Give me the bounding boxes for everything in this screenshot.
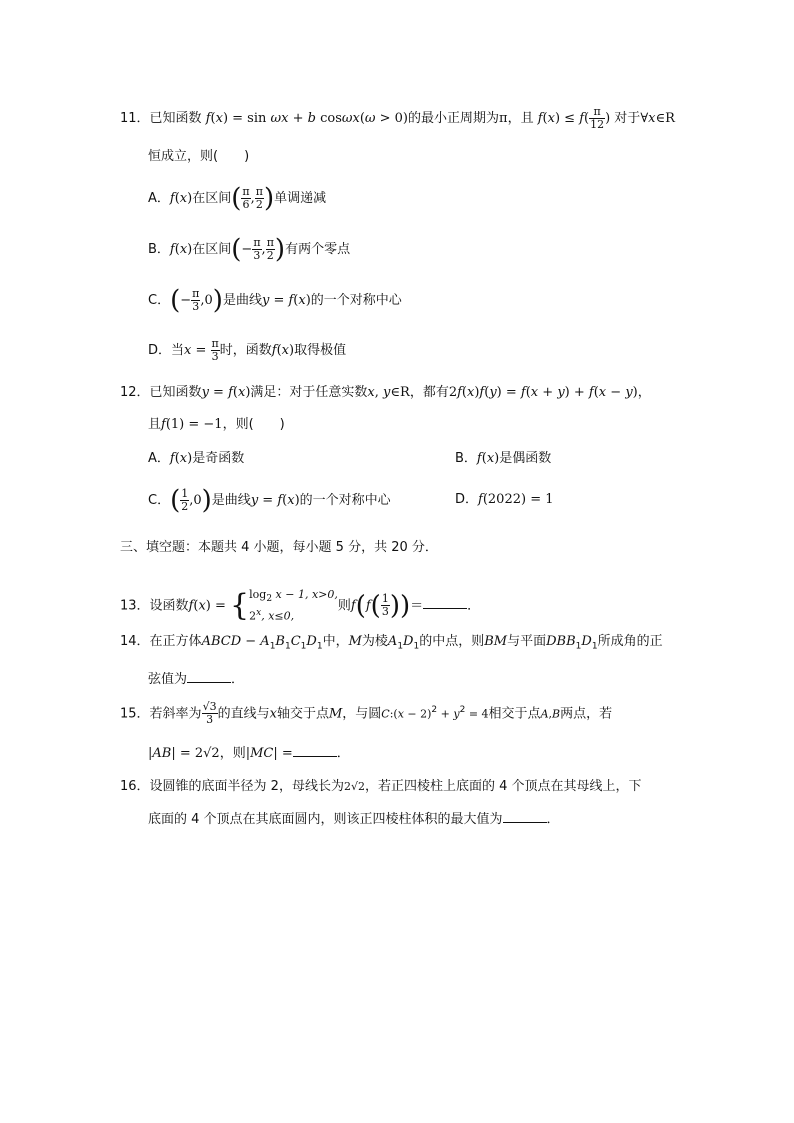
q16-answer-blank[interactable] <box>503 808 547 823</box>
q14-answer-blank[interactable] <box>187 668 231 683</box>
q15-line-2: |AB| = 2√2，则|MC| = ． <box>148 742 350 764</box>
q11-number: 11． <box>120 111 150 126</box>
q15-number: 15． <box>120 706 150 722</box>
q12-line-1: 12．已知函数y = f(x)满足：对于任意实数x, y∈R，都有2f(x)f(y) = f(x + y) + f(x − y)， <box>120 385 651 400</box>
q12-line-2: 且f(1) = −1，则( ) <box>148 417 285 432</box>
q13-number: 13． <box>120 598 150 614</box>
q11-line-2: 恒成立，则( ) <box>148 149 250 164</box>
q16-number: 16． <box>120 779 150 794</box>
q13-answer-blank[interactable] <box>423 594 467 609</box>
q11-func-def: f <box>205 111 211 126</box>
q11-option-a: A．f(x)在区间( $\frac{\pi}{6}$ , $\frac{\pi}{2}$ )单调递减 <box>148 183 327 214</box>
q13-line: 13．设函数f(x) = { $\log_2 x - 1$, x>0, 2$^x$, x≤0, 则f(f( $\frac{1}{3}$ ))＝ ． <box>120 587 481 623</box>
q16-line-2: 底面的 4 个顶点在其底面圆内，则该正四棱柱体积的最大值为 ． <box>148 808 560 830</box>
q14-number: 14． <box>120 634 150 649</box>
q15-line-1: 15．若斜率为 $\frac{√3}{3}$ 的直线与x轴交于点M，与圆C:(x − $2)^2 + y^2 = 4$相交于点A,B两点，若 <box>120 700 613 727</box>
section-3-heading: 三、填空题：本题共 4 小题，每小题 5 分，共 20 分． <box>120 540 438 555</box>
q11-line-1: 11．已知函数 f(x) = sin ωx + b cosωx(ω > 0)的最小正周期为π，且 f(x) ≤ f( $\frac{\pi}{12}$ ) 对于∀x∈R <box>120 105 675 131</box>
q12-option-b: B．f(x)是偶函数 <box>455 451 552 466</box>
q16-line-1: 16．设圆锥的底面半径为 2，母线长为2√2，若正四棱柱上底面的 4 个顶点在其母线上，下 <box>120 779 642 794</box>
q14-line-2: 弦值为 ． <box>148 668 244 690</box>
q12-number: 12． <box>120 385 150 400</box>
q11-option-d: D．当x = $\frac{\pi}{3}$ 时，函数f(x)取得极值 <box>148 337 347 363</box>
q11-option-b: B．f(x)在区间(− $\frac{\pi}{3}$ , $\frac{\pi}{2}$ )有两个零点 <box>148 234 351 265</box>
q14-line-1: 14．在正方体ABCD − $A_1B_1C_1D_1$中，M为棱$A_1D_1$的中点，则BM与平面$DBB_1D_1$所成角的正 <box>120 634 663 652</box>
q12-option-c: C．( $\frac{1}{2}$ ,0)是曲线y = f(x)的一个对称中心 <box>148 485 391 516</box>
q12-option-a: A．f(x)是奇函数 <box>148 451 245 466</box>
q11-option-c: C．(− $\frac{\pi}{3}$ ,0)是曲线y = f(x)的一个对称中心 <box>148 285 402 316</box>
q12-option-d: D．f(2022) = 1 <box>455 492 554 507</box>
q15-answer-blank[interactable] <box>293 742 337 757</box>
